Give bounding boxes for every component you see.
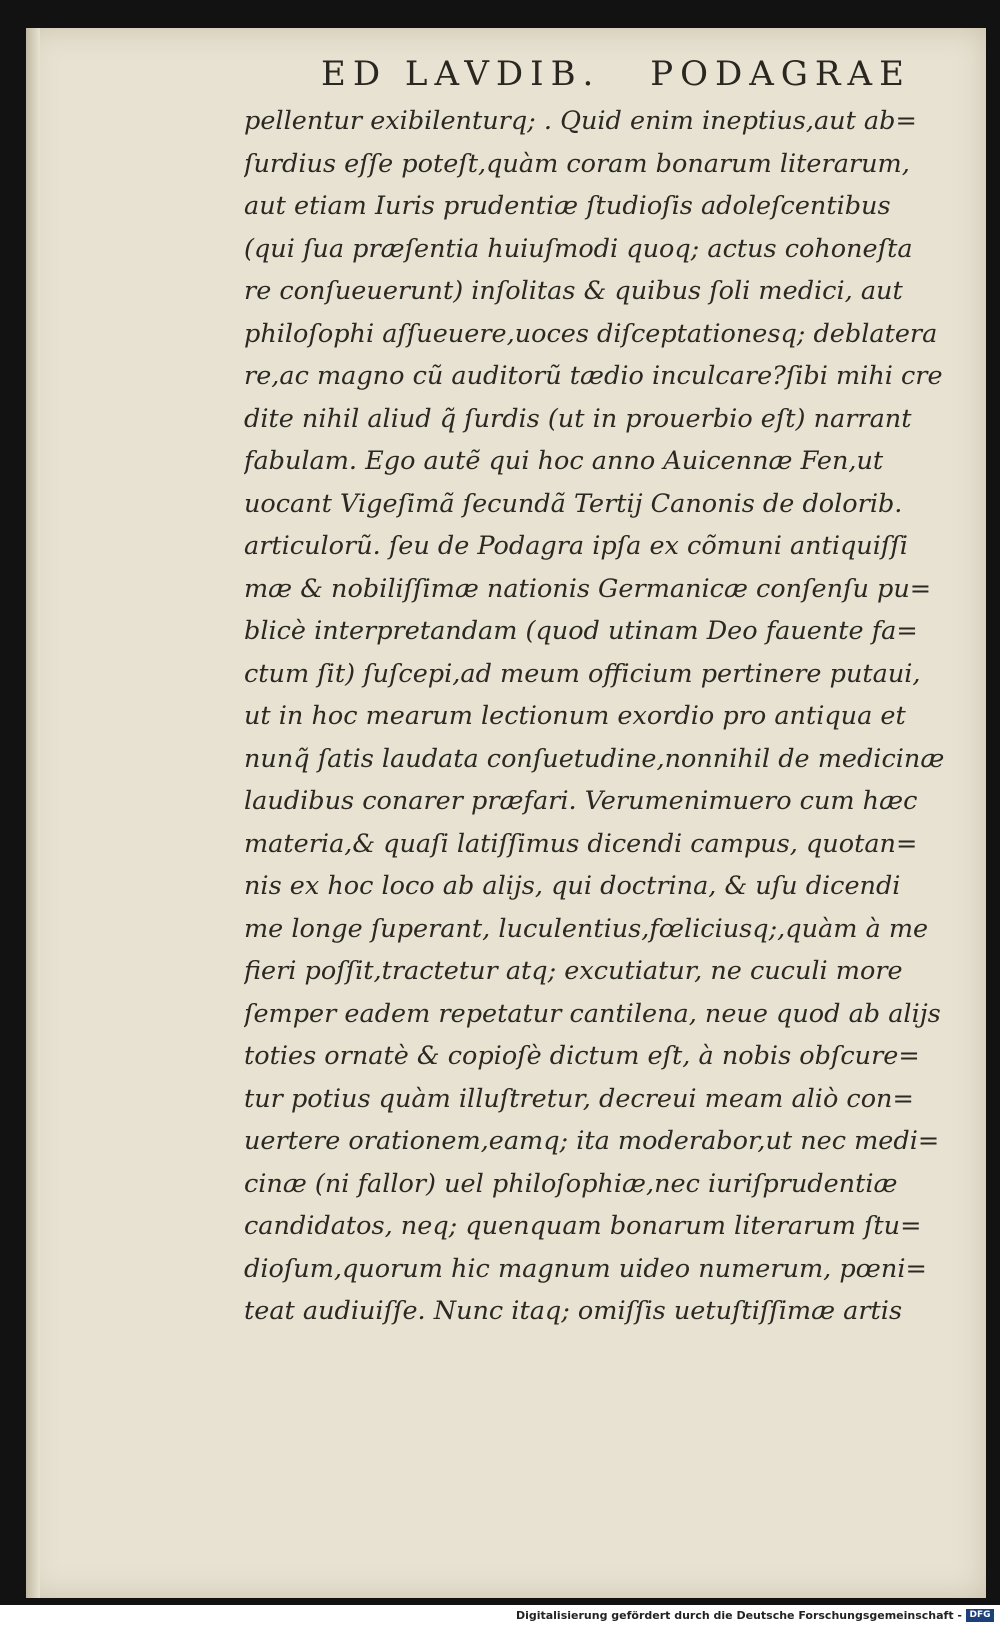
text-line: ſemper eadem repetatur cantilena, neue quod ab alijs — [244, 998, 941, 1029]
running-head — [321, 54, 921, 94]
text-line: uocant Vigeſimã ſecundã Tertij Canonis de dolorib. — [244, 488, 903, 519]
text-line: ut in hoc mearum lectionum exordio pro antiqua et — [244, 701, 906, 731]
running-head-right: PODAGRAE — [650, 54, 911, 94]
body-text — [244, 100, 954, 1333]
text-line: laudibus conarer præfari. Verumenimuero cum hæc — [244, 786, 918, 816]
text-line: fabulam. Ego autẽ qui hoc anno Auicennæ Fen,ut — [244, 446, 884, 476]
text-line: re,ac magno cũ auditorũ tædio inculcare?ſibi mihi cre — [244, 361, 943, 391]
text-line: articulorũ. ſeu de Podagra ipſa ex cõmuni antiquiſſi — [244, 531, 908, 561]
text-line: blicè interpretandam (quod utinam Deo fauente fa= — [244, 616, 918, 646]
text-line: dite nihil aliud q̃ ſurdis (ut in prouerbio eſt) narrant — [244, 403, 912, 434]
text-line: fieri poſſit,tractetur atq; excutiatur, ne cuculi more — [244, 956, 903, 986]
text-line: re conſueuerunt) inſolitas & quibus ſoli medici, aut — [244, 276, 903, 306]
text-line: teat audiuiſſe. Nunc itaq; omiſſis uetuſtiſſimæ artis — [244, 1296, 903, 1326]
text-line: materia,& quaſi latiſſimus dicendi campus, quotan= — [244, 828, 918, 859]
text-line: pellentur exibilenturq; . Quid enim ineptius,aut ab= — [244, 106, 917, 136]
text-line: nunq̃ ſatis laudata conſuetudine,nonnihil de medicinæ — [244, 743, 945, 774]
running-head-left: ED LAVDIB. — [321, 54, 601, 94]
text-line: me longe ſuperant, luculentius,fœliciusq;,quàm à me — [244, 913, 929, 944]
text-line: mæ & nobiliſſimæ nationis Germanicæ conſenſu pu= — [244, 573, 932, 604]
text-line: dioſum,quorum hic magnum uideo numerum, pœni= — [244, 1253, 927, 1284]
text-line: aut etiam Iuris prudentiæ ſtudioſis adoleſcentibus — [244, 191, 891, 221]
text-line: (qui ſua præſentia huiuſmodi quoq; actus cohoneſta — [244, 233, 913, 264]
text-line: toties ornatè & copioſè dictum eſt, à nobis obſcure= — [244, 1041, 920, 1071]
text-line: nis ex hoc loco ab alijs, qui doctrina, & uſu dicendi — [244, 871, 901, 901]
footer-bar — [0, 1605, 1000, 1627]
dfg-logo: DFG — [966, 1609, 994, 1622]
text-line: uertere orationem,eamq; ita moderabor,ut nec medi= — [244, 1126, 940, 1156]
page-gutter-shadow — [26, 28, 40, 1598]
text-line: candidatos, neq; quenquam bonarum literarum ſtu= — [244, 1211, 922, 1241]
text-line: ctum ſit) ſuſcepi,ad meum officium pertinere putaui, — [244, 658, 921, 689]
text-line: tur potius quàm illuſtretur, decreui meam aliò con= — [244, 1083, 914, 1114]
book-page — [26, 28, 986, 1598]
funding-credit: Digitalisierung gefördert durch die Deutsche Forschungsgemeinschaft - — [515, 1609, 962, 1622]
text-line: ſurdius eſſe poteſt,quàm coram bonarum literarum, — [244, 148, 910, 179]
text-line: cinæ (ni fallor) uel philoſophiæ,nec iuriſprudentiæ — [244, 1168, 898, 1199]
text-line: philoſophi aſſueuere,uoces diſceptationesq; deblatera — [244, 318, 938, 349]
